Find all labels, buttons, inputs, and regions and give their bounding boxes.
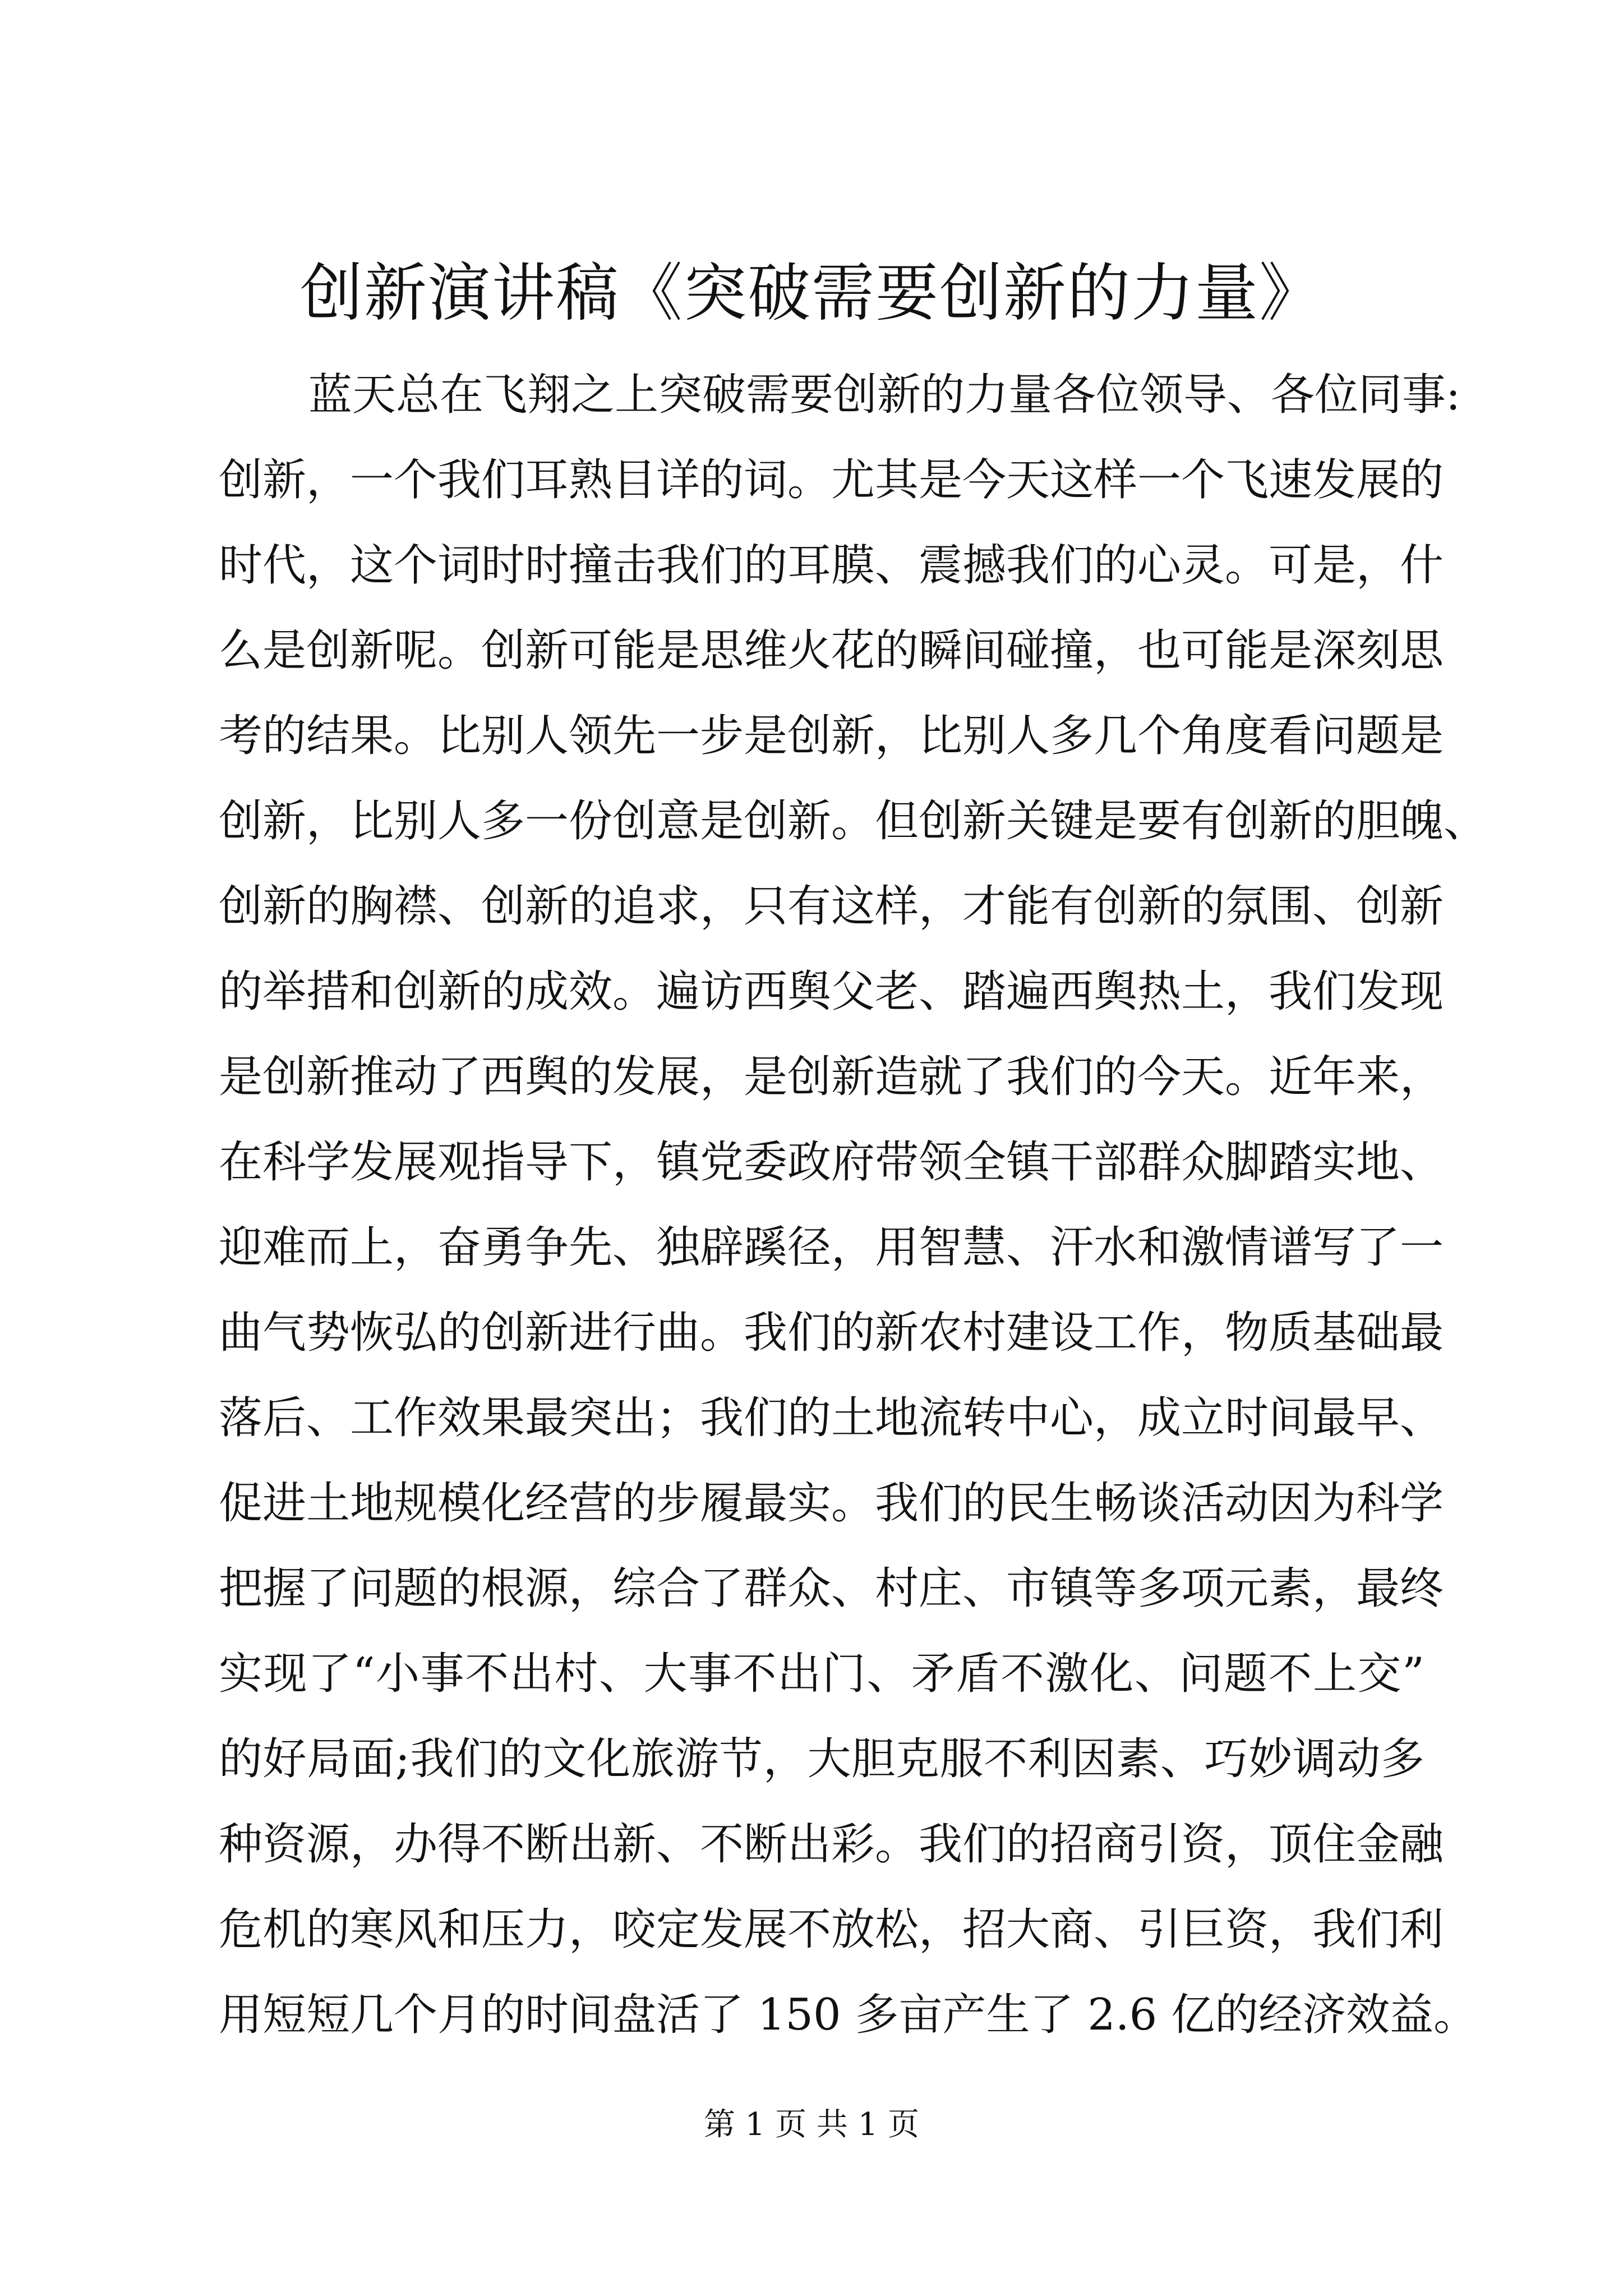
body-line: 促进土地规模化经营的步履最实。我们的民生畅谈活动因为科学	[219, 1478, 1444, 1529]
body-line: 创新的胸襟、创新的追求，只有这样，才能有创新的氛围、创新	[219, 881, 1444, 932]
document-body	[219, 352, 1488, 2058]
body-line: 考的结果。比别人领先一步是创新，比别人多几个角度看问题是	[219, 711, 1444, 761]
page-number-footer: 第 1 页 共 1 页	[703, 2106, 920, 2143]
body-line: 种资源，办得不断出新、不断出彩。我们的招商引资，顶住金融	[219, 1819, 1444, 1870]
body-line: 蓝天总在飞翔之上突破需要创新的力量各位领导、各位同事:	[308, 370, 1461, 420]
body-line: 么是创新呢。创新可能是思维火花的瞬间碰撞，也可能是深刻思	[219, 625, 1444, 676]
body-line: 在科学发展观指导下，镇党委政府带领全镇干部群众脚踏实地、	[219, 1137, 1444, 1188]
body-line: 曲气势恢弘的创新进行曲。我们的新农村建设工作，物质基础最	[219, 1308, 1444, 1358]
body-line: 用短短几个月的时间盘活了 150 多亩产生了 2.6 亿的经济效益。	[219, 1990, 1478, 2040]
body-line: 危机的寒风和压力，咬定发展不放松，招大商、引巨资，我们利	[219, 1904, 1444, 1955]
body-line: 的举措和创新的成效。遍访西舆父老、踏遍西舆热土，我们发现	[219, 967, 1444, 1017]
body-line: 是创新推动了西舆的发展，是创新造就了我们的今天。近年来，	[219, 1052, 1444, 1102]
body-line: 落后、工作效果最突出；我们的土地流转中心，成立时间最早、	[219, 1393, 1444, 1443]
body-line: 迎难而上，奋勇争先、独辟蹊径，用智慧、汗水和激情谱写了一	[219, 1222, 1444, 1273]
body-line: 的好局面;我们的文化旅游节，大胆克服不利因素、巧妙调动多	[219, 1734, 1424, 1784]
body-line: 实现了“小事不出村、大事不出门、矛盾不激化、问题不上交”	[219, 1649, 1424, 1699]
body-line: 创新，一个我们耳熟目详的词。尤其是今天这样一个飞速发展的	[219, 455, 1444, 505]
body-line: 创新，比别人多一份创意是创新。但创新关键是要有创新的胆魄、	[219, 796, 1488, 846]
body-line: 把握了问题的根源，综合了群众、村庄、市镇等多项元素，最终	[219, 1563, 1444, 1614]
body-line: 时代，这个词时时撞击我们的耳膜、震撼我们的心灵。可是，什	[219, 540, 1444, 591]
document-title: 创新演讲稿《突破需要创新的力量》	[300, 257, 1323, 330]
